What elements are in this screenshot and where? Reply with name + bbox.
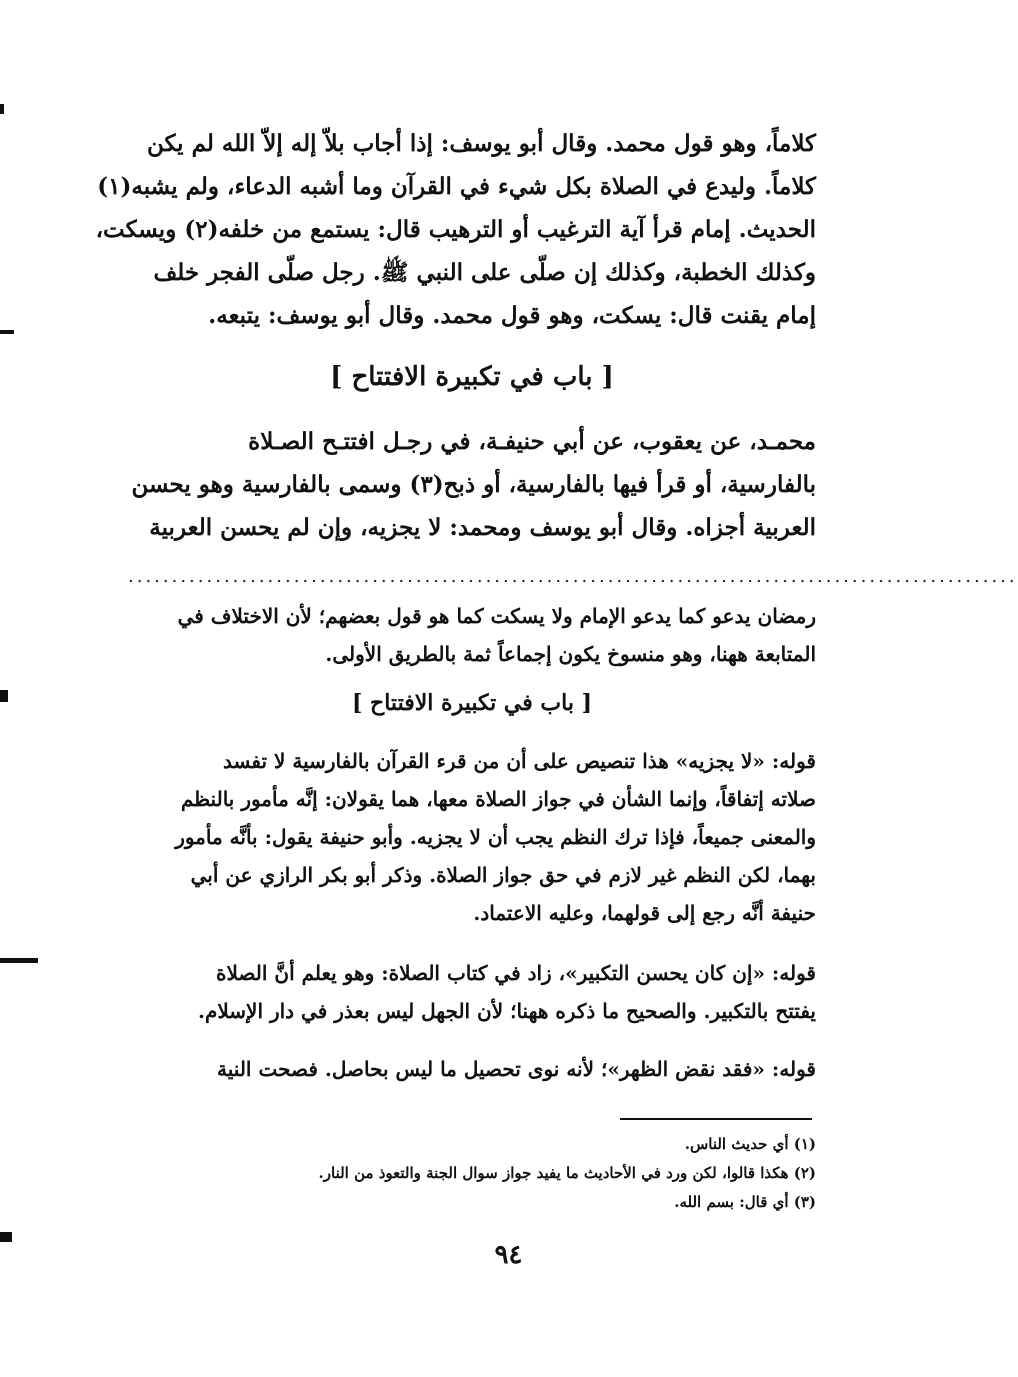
scan-mark <box>0 958 38 963</box>
scan-mark <box>0 104 4 114</box>
commentary-paragraph-2 <box>128 742 816 932</box>
scan-mark <box>0 330 14 334</box>
text-line: المتابعة ههنا، وهو منسوخ يكون إجماعاً ثمة بالطريق الأولى. <box>325 642 816 666</box>
footnote: (٣) أي قال: بسم الله. <box>674 1193 816 1211</box>
text-line: قوله: «لا يجزيه» هذا تنصيص على أن من قرء القرآن بالفارسية لا تفسد <box>223 749 816 773</box>
main-paragraph-1 <box>95 122 816 337</box>
footnotes <box>128 1130 816 1217</box>
footnote: (١) أي حديث الناس. <box>684 1135 816 1153</box>
scan-mark <box>0 690 8 702</box>
text-line: محمـد، عن يعقوب، عن أبي حنيفـة، في رجـل افتتـح الصـلاة <box>248 428 816 455</box>
main-paragraph-2 <box>128 420 816 549</box>
footnote: (٢) هكذا قالوا، لكن ورد في الأحاديث ما يفيد جواز سوال الجنة والتعوذ من النار. <box>318 1164 816 1182</box>
text-line: الحديث. إمام قرأ آية الترغيب أو الترهيب قال: يستمع من خلفه(٢) ويسكت، <box>95 216 816 243</box>
text-line: العربية أجزاه. وقال أبو يوسف ومحمد: لا يجزيه، وإن لم يحسن العربية <box>149 514 816 541</box>
footnote-rule <box>620 1118 812 1120</box>
text-line: قوله: «فقد نقض الظهر»؛ لأنه نوى تحصيل ما ليس بحاصل. فصحت النية <box>217 1057 816 1081</box>
text-line: والمعنى جميعاً، فإذا ترك النظم يجب أن لا يجزيه. وأبو حنيفة يقول: بأنَّه مأمور <box>175 825 816 849</box>
text-line: صلاته إتفاقاً، وإنما الشأن في جواز الصلاة معها، هما يقولان: إنَّه مأمور بالنظم <box>180 787 816 811</box>
text-line: كلاماً، وهو قول محمد. وقال أبو يوسف: إذا أجاب بلاّ إله إلاّ الله لم يكن <box>146 130 816 157</box>
page-number: ٩٤ <box>494 1240 523 1270</box>
separator-dots: ...................................................................................................... <box>128 566 1018 587</box>
commentary-paragraph-3 <box>128 954 816 1030</box>
text-line: وكذلك الخطبة، وكذلك إن صلّى على النبي ﷺ. رجل صلّى الفجر خلف <box>153 259 816 286</box>
commentary-paragraph-4 <box>128 1050 816 1088</box>
text-line: بالفارسية، أو قرأ فيها بالفارسية، أو ذبح(٣) وسمى بالفارسية وهو يحسن <box>131 471 816 498</box>
text-line: قوله: «إن كان يحسن التكبير»، زاد في كتاب الصلاة: وهو يعلم أنَّ الصلاة <box>216 961 816 985</box>
commentary-paragraph-1 <box>128 597 816 673</box>
text-line: بهما، لكن النظم غير لازم في حق جواز الصلاة. وذكر أبو بكر الرازي عن أبي <box>190 863 816 887</box>
text-line: كلاماً. وليدع في الصلاة بكل شيء في القرآن وما أشبه الدعاء، ولم يشبه(١) <box>97 173 816 200</box>
text-line: إمام يقنت قال: يسكت، وهو قول محمد. وقال أبو يوسف: يتبعه. <box>208 302 816 329</box>
text-line: حنيفة أنَّه رجع إلى قولهما، وعليه الاعتماد. <box>473 901 816 925</box>
section-heading: [ باب في تكبيرة الافتتاح ] <box>330 362 614 392</box>
text-line: يفتتح بالتكبير. والصحيح ما ذكره ههنا؛ لأن الجهل ليس بعذر في دار الإسلام. <box>198 999 816 1023</box>
text-line: رمضان يدعو كما يدعو الإمام ولا يسكت كما هو قول بعضهم؛ لأن الاختلاف في <box>177 604 816 628</box>
commentary-heading: [ باب في تكبيرة الافتتاح ] <box>351 690 593 716</box>
